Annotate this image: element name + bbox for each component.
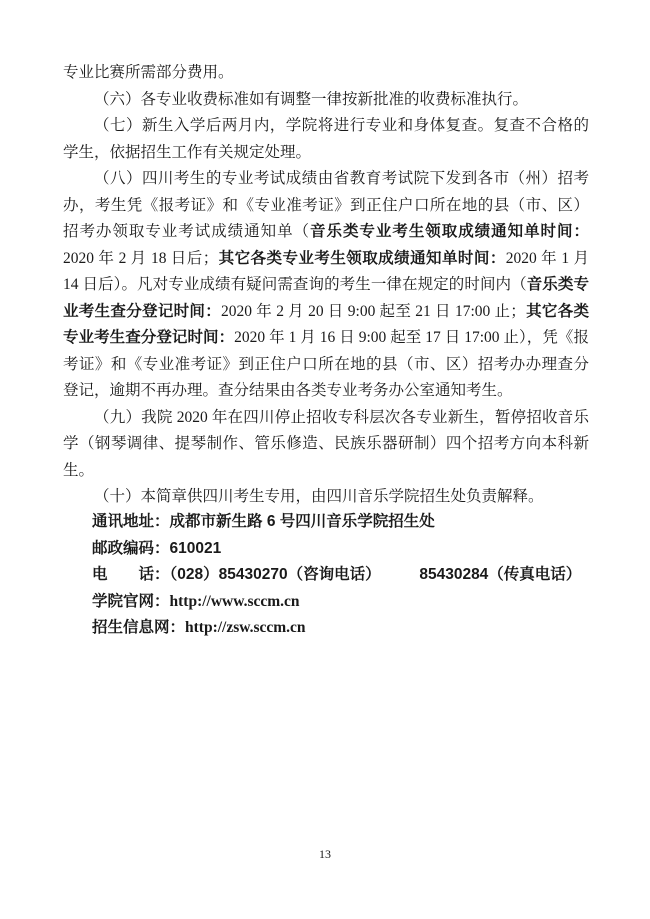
text-run: 2020 年 1 月 16 日 9:00 起至 17 日 17:00 止），凭《报考证》和《专业准考证》到正住户口所在地的县（市、区）招考办办理查分登记，逾期不再办理。查分结果由各类专业考务办公室通知考生。 [63, 329, 589, 399]
text-run: 2020 年 2 月 20 日 9:00 起至 21 日 17:00 止； [221, 302, 526, 320]
contact-line [92, 615, 592, 642]
contact-block [92, 509, 592, 642]
paragraph [63, 405, 589, 485]
text-run: （八）四川考生的专业考试成绩由省教育考试院下发到各市（州）招考办，考生凭《报考证》和《专业准考证》到正住户口所在地的县（市、区）招考办领取专业考试成绩通知单（ [63, 170, 589, 240]
paragraph [63, 113, 589, 166]
emphasis-text-run: 其它各类专业考生查分登记时间： [63, 302, 589, 346]
text-run: （六）各专业收费标准如有调整一律按新批准的收费标准执行。 [94, 90, 529, 108]
contact-label: 电 话： [92, 566, 170, 583]
text-run: 2020 年 1 月 14 日后）。凡对专业成绩有疑问需查询的考生一律在规定的时间内（ [63, 249, 589, 293]
text-run: （十）本简章供四川考生专用，由四川音乐学院招生处负责解释。 [94, 488, 544, 505]
contact-value: 610021 [169, 539, 222, 557]
contact-value: （028）85430270（咨询电话） 85430284（传真电话） [169, 566, 582, 583]
text-run: 专业比赛所需部分费用。 [63, 64, 234, 81]
paragraph [63, 484, 589, 511]
emphasis-text-run: 音乐类专业考生领取成绩通知单时间： [310, 223, 589, 240]
contact-url: http://www.sccm.cn [169, 592, 300, 610]
contact-line [92, 589, 592, 616]
contact-label: 邮政编码： [92, 539, 170, 557]
paragraph [63, 166, 589, 405]
contact-label: 学院官网： [92, 592, 170, 610]
text-run: （七）新生入学后两月内，学院将进行专业和身体复查。复查不合格的学生，依据招生工作有关规定处理。 [63, 117, 589, 161]
emphasis-text-run: 其它各类专业考生领取成绩通知单时间： [218, 249, 506, 267]
contact-line [92, 536, 592, 563]
contact-url: http://zsw.sccm.cn [185, 619, 306, 636]
paragraph [63, 87, 589, 114]
contact-label: 招生信息网： [92, 619, 186, 636]
text-run: （九）我院 2020 年在四川停止招收专科层次各专业新生，暂停招收音乐学（钢琴调律、提琴制作、管乐修造、民族乐器研制）四个招考方向本科新生。 [63, 408, 589, 479]
paragraph [63, 60, 589, 87]
contact-label: 通讯地址： [92, 513, 170, 530]
page-number: 13 [319, 847, 331, 861]
contact-line [92, 509, 592, 536]
contact-line [92, 562, 592, 589]
document-body [63, 60, 589, 511]
text-run: 2020 年 2 月 18 日后； [63, 249, 219, 267]
contact-value: 成都市新生路 6 号四川音乐学院招生处 [169, 513, 435, 530]
emphasis-text-run: 音乐类专业考生查分登记时间： [63, 276, 589, 320]
